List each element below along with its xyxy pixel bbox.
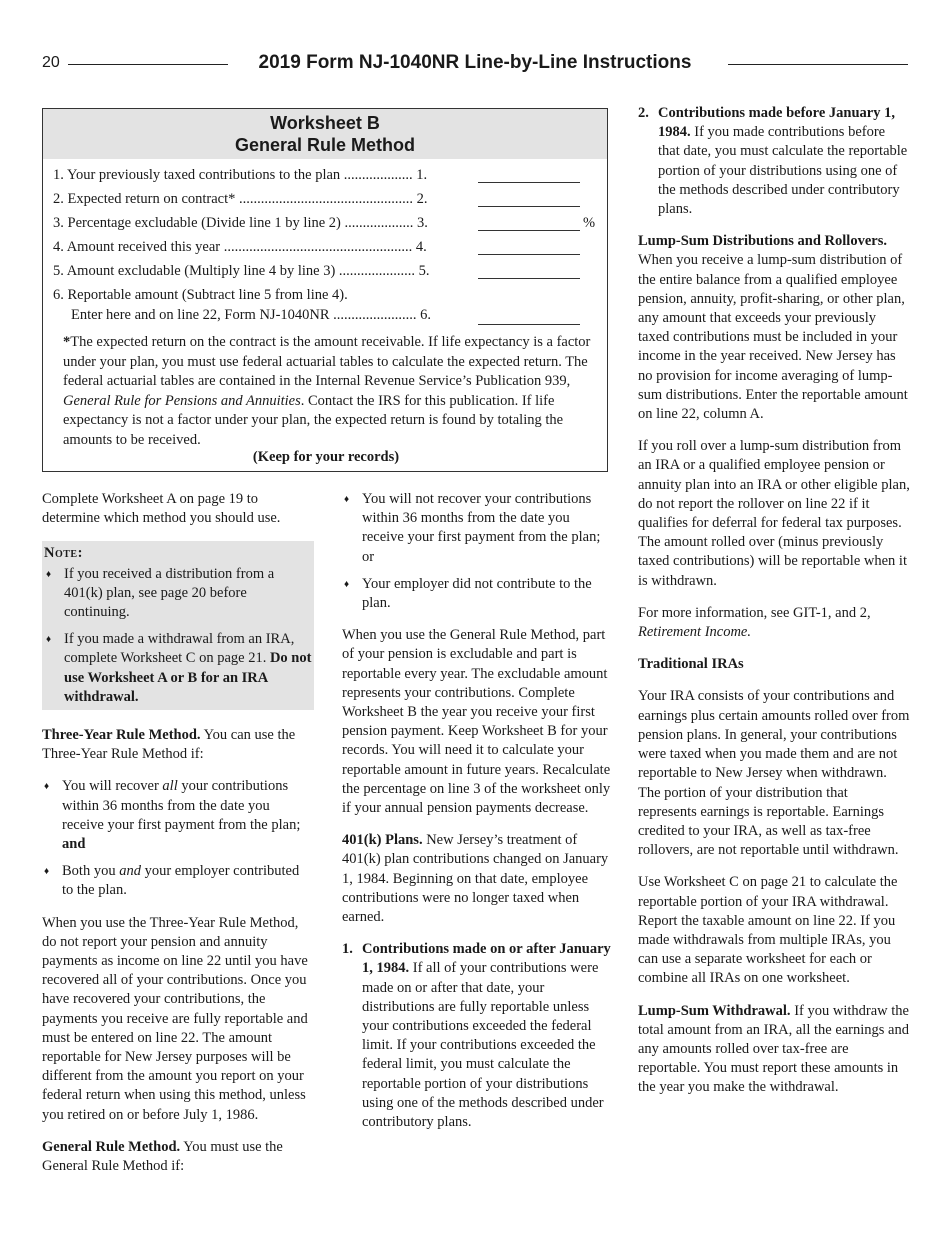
general-condition-2: ♦ Your employer did not contribute to the plan. xyxy=(342,575,614,613)
401k-paragraph xyxy=(342,831,614,927)
item-1-number: 1. xyxy=(342,941,353,958)
note-item-ira xyxy=(44,630,312,707)
line-6-label-b: Enter here and on line 22, Form NJ-1040NR ....................... 6. xyxy=(71,307,432,323)
column-2 xyxy=(342,490,614,1145)
line-4-blank xyxy=(478,240,580,255)
lump-sum-text: When you receive a lump-sum distribution of the entire balance from a qualified employee pension, annuity, profit-sharing, or other plan, any amount that exceeds your previously taxed contributions must be included in your income in the year received. New Jersey has no provision for income averaging of lump-sum distributions. Enter the reportable amount on line 22, column A. xyxy=(638,252,908,423)
three-year-condition-2 xyxy=(42,862,314,900)
worksheet-line-2 xyxy=(53,189,601,213)
line-3-label: 3. Percentage excludable (Divide line 1 by line 2) ................... 3. xyxy=(53,215,428,231)
general-rule-heading: General Rule Method. xyxy=(42,1138,181,1155)
worksheet-line-4 xyxy=(53,237,601,261)
lump-sum-withdrawal-text: If you withdraw the total amount from an IRA, all the earnings and any amounts rolled over tax-free are reportable. You must report these amounts in the year you make the withdrawal. xyxy=(638,1002,909,1096)
general-rule-body: When you use the General Rule Method, part of your pension is excludable and part is reportable every year. The excludable amount represents your contributions. Complete Worksheet B the year you receive your first pension payment. Keep Worksheet B for your records. You will need it to calculate your reportable amount in future years. Recalculate the percentage on line 3 of the worksheet only if your annual pension payments decrease. xyxy=(342,627,611,817)
cond1-b: your contributions within 36 months from the date you receive your first payment from the plan; xyxy=(62,778,301,833)
cond2-a: Both you xyxy=(62,863,120,880)
lump-sum-heading: Lump-Sum Distributions and Rollovers. xyxy=(638,233,887,250)
more-info-paragraph xyxy=(638,604,910,642)
line-6-blank xyxy=(478,310,580,325)
worksheet-c-paragraph: Use Worksheet C on page 21 to calculate the reportable portion of your IRA withdrawal. Report the taxable amount on line 22. If you made withdrawals from multiple IRAs, you can use a separate worksheet for each or combine all IRAs on one worksheet. xyxy=(638,874,898,987)
footnote-publication: General Rule for Pensions and Annuities xyxy=(63,392,301,409)
worksheet-line-5 xyxy=(53,261,601,285)
footnote-text-2: . Contact the IRS for this publication. If life expectancy is not a factor under your plan, the expected return is found by totaling the amounts to be received. xyxy=(63,392,564,448)
line-5-label: 5. Amount excludable (Multiply line 4 by line 3) ..................... 5. xyxy=(53,263,430,279)
general-rule-intro xyxy=(42,1138,314,1176)
column-3 xyxy=(638,104,910,1111)
cond1-and: and xyxy=(62,836,86,853)
footnote-star: * xyxy=(63,334,71,350)
note-box xyxy=(42,541,314,710)
note-item-ira-text: If you made a withdrawal from an IRA, complete Worksheet C on page 21. xyxy=(64,631,295,667)
three-year-heading: Three-Year Rule Method. xyxy=(42,727,201,744)
item-1-heading: Contributions made on or after January 1, 1984. xyxy=(362,941,611,977)
footnote-text: The expected return on the contract is the amount receivable. If life expectancy is a factor under your plan, you must use federal actuarial tables to calculate the expected return. The federal actuarial tables are contained in the Internal Revenue Service’s Publication 939, xyxy=(63,334,591,389)
item-2-heading: Contributions made before January 1, 1984. xyxy=(658,105,895,141)
column-1 xyxy=(42,490,314,1189)
traditional-iras-body: Your IRA consists of your contributions and earnings plus certain amounts rolled over from pension plans. In general, your contributions were taxed when you made them and are not reportable to New Jersey when withdrawn. The portion of your distribution that represents earnings is reportable. Earnings credited to your IRA, as well as tax-free rollovers, are not reportable until withdrawn. xyxy=(638,688,910,859)
worksheet-footnote xyxy=(63,333,593,450)
lump-sum-withdrawal-heading: Lump-Sum Withdrawal. xyxy=(638,1002,791,1019)
general-rule-intro-text: You must use the General Rule Method if: xyxy=(42,1138,283,1175)
worksheet-title-line2: General Rule Method xyxy=(234,135,416,155)
intro-paragraph: Complete Worksheet A on page 19 to determine which method you should use. xyxy=(42,491,281,527)
three-year-body: When you use the Three-Year Rule Method, do not report your pension and annuity payments as income on line 22 until you have recovered all of your contributions. Once you have recovered your contributions, the payments you receive are fully reportable and must be entered on line 22. The amount reportable for New Jersey purposes will be different from the amount you report on your federal return when using this method, unless you retired on or before July 1, 1986. xyxy=(42,914,308,1123)
contrib-after-1984 xyxy=(342,940,614,1132)
worksheet-line-6 xyxy=(53,285,601,331)
note-item-ira-bold: Do not use Worksheet A or B for an IRA withdrawal. xyxy=(64,650,312,705)
general-rule-conditions xyxy=(342,490,614,613)
401k-text: New Jersey’s treatment of 401(k) plan contributions changed on January 1, 1984. Beginning on that date, employee contributions were no longer taxed when earned. xyxy=(342,832,609,926)
worksheet-line-3 xyxy=(53,213,601,237)
three-year-conditions xyxy=(42,777,314,900)
worksheet-lines xyxy=(53,165,601,331)
line-4-label: 4. Amount received this year .................................................... 4. xyxy=(53,239,427,255)
line-6-label-a: 6. Reportable amount (Subtract line 5 from line 4). xyxy=(53,287,348,303)
line-1-blank xyxy=(478,168,580,183)
three-year-intro xyxy=(42,726,314,764)
lump-sum-withdrawal-paragraph xyxy=(638,1002,910,1098)
cond2-b: your employer contributed to the plan. xyxy=(62,863,300,899)
401k-heading: 401(k) Plans. xyxy=(342,832,423,849)
note-list xyxy=(44,565,312,707)
worksheet-b xyxy=(42,108,608,472)
page-number: 20 xyxy=(42,54,60,71)
item-2-text: If you made contributions before that date, you must calculate the reportable portion of your distributions using one of the methods described under contributory plans. xyxy=(658,124,908,218)
worksheet-title xyxy=(43,109,607,159)
more-info-text: For more information, see GIT-1, and 2, xyxy=(638,604,871,621)
page-title: 2019 Form NJ-1040NR Line-by-Line Instructions xyxy=(258,52,692,73)
more-info-italic: Retirement Income. xyxy=(638,624,751,641)
item-1-text: If all of your contributions were made on or after that date, your distributions are fully reportable unless your contributions exceeded the federal limit. If your contributions exceeded the federal limit, you must calculate the reportable portion of your distributions using one of the methods described under contributory plans. xyxy=(362,960,604,1131)
cond1-a: You will recover xyxy=(62,778,163,795)
general-condition-1: ♦ You will not recover your contributions within 36 months from the date you receive your first payment from the plan; or xyxy=(342,490,614,567)
note-item-401k: ♦ If you received a distribution from a 401(k) plan, see page 20 before continuing. xyxy=(44,565,312,623)
rollover-paragraph: If you roll over a lump-sum distribution from an IRA or a qualified employee pension or annuity plan into an IRA or other eligible plan, do not report the rollover on line 22 if it qualifies for deferral for federal tax purposes. The amount rolled over (minus previously taxed contributions) will be reportable when it is withdrawn. xyxy=(638,438,910,589)
page-header xyxy=(0,52,950,82)
line-2-label: 2. Expected return on contract* ................................................ 2. xyxy=(53,191,428,207)
percent-sign: % xyxy=(583,215,596,231)
note-title: Note: xyxy=(44,545,83,562)
line-2-blank xyxy=(478,192,580,207)
line-1-label: 1. Your previously taxed contributions to the plan ................... 1. xyxy=(53,167,428,183)
lump-sum-paragraph xyxy=(638,232,910,424)
three-year-condition-1 xyxy=(42,777,314,854)
worksheet-line-1 xyxy=(53,165,601,189)
three-year-intro-text: You can use the Three-Year Rule Method if: xyxy=(42,727,296,763)
traditional-iras-heading: Traditional IRAs xyxy=(638,656,744,673)
contrib-before-1984 xyxy=(638,104,910,219)
item-2-number: 2. xyxy=(638,105,649,121)
header-rule-right xyxy=(728,64,908,65)
header-rule-left xyxy=(68,64,228,65)
cond1-italic: all xyxy=(162,778,178,795)
cond2-italic: and xyxy=(119,863,141,880)
worksheet-title-line1: Worksheet B xyxy=(270,113,380,133)
keep-for-records: (Keep for your records) xyxy=(252,449,400,465)
line-3-blank xyxy=(478,216,580,231)
line-5-blank xyxy=(478,264,580,279)
